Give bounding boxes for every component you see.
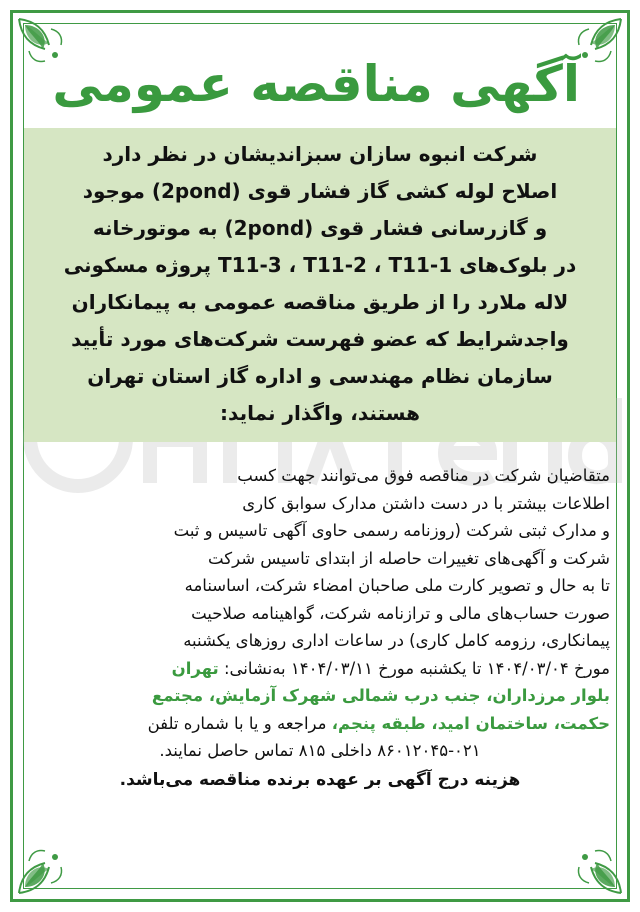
intro-line: واجدشرایط که عضو فهرست شرکت‌های مورد تأیید xyxy=(71,327,569,351)
ad-footer: هزینه درج آگهی بر عهده برنده مناقصه می‌باشد. xyxy=(119,769,521,790)
body-line: اطلاعات بیشتر با در دست داشتن مدارک سوابق کاری xyxy=(242,493,610,513)
address-city: تهران xyxy=(171,658,219,678)
body-line: شرکت و آگهی‌های تغییرات حاصله از ابتدای تاسیس شرکت xyxy=(208,548,610,568)
body-line: تا به حال و تصویر کارت ملی صاحبان امضاء شرکت، اساسنامه xyxy=(184,576,610,595)
date-address-line xyxy=(30,655,610,683)
phone-line: ۸۶۰۱۲۰۴۵-۰۲۱ داخلی ۸۱۵ تماس حاصل نمایند. xyxy=(159,741,481,760)
body-line: و مدارک ثبتی شرکت (روزنامه رسمی حاوی آگهی تاسیس و ثبت xyxy=(173,521,610,540)
intro-line: و گازرسانی فشار قوی (2pond) به موتورخانه xyxy=(92,216,548,240)
intro-line: شرکت انبوه سازان سبزاندیشان در نظر دارد xyxy=(102,142,538,166)
body-line: پیمانکاری، رزومه کامل کاری) در ساعات اداری روزهای یکشنبه xyxy=(183,631,610,650)
ad-title: آگهی مناقصه عمومی xyxy=(52,55,580,113)
body-text xyxy=(30,462,610,795)
intro-line: هستند، واگذار نماید: xyxy=(220,401,420,425)
intro-line: اصلاح لوله کشی گاز فشار قوی (2pond) موجود xyxy=(82,179,558,203)
address-phone-line xyxy=(30,710,610,738)
intro-line: سازمان نظام مهندسی و اداره گاز استان تهران xyxy=(87,364,553,388)
intro-line: در بلوک‌های T11-3 ، T11-2 ، T11-1 پروژه مسکونی xyxy=(63,253,577,277)
address-line: بلوار مرزداران، جنب درب شمالی شهرک آزمایش، مجتمع xyxy=(151,686,610,705)
corner-ornament-icon xyxy=(15,833,79,897)
intro-box xyxy=(24,128,616,442)
address-building: حکمت، ساختمان امید، طبقه پنجم، xyxy=(331,713,610,733)
contact-instruction: مراجعه و یا با شماره تلفن xyxy=(147,713,332,733)
body-line: صورت حساب‌های مالی و ترازنامه شرکت، گواهینامه صلاحیت xyxy=(191,603,610,623)
intro-line: لاله ملارد را از طریق مناقصه عمومی به پیمانکاران xyxy=(71,290,569,314)
date-range-text: مورخ ۱۴۰۴/۰۳/۰۴ تا یکشنبه مورخ ۱۴۰۴/۰۳/۱۱ به‌نشانی: xyxy=(218,658,610,678)
corner-ornament-icon xyxy=(561,833,625,897)
body-line: متقاضیان شرکت در مناقصه فوق می‌توانند جهت کسب xyxy=(237,466,610,485)
